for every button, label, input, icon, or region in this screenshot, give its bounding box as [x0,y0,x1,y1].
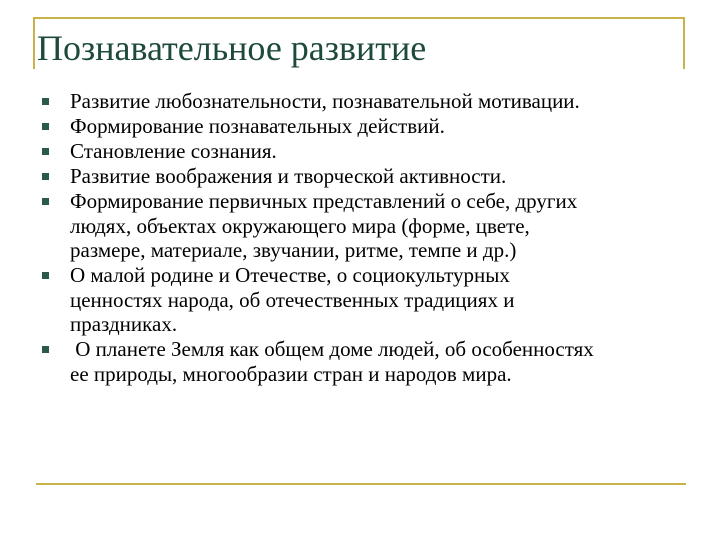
bullet-text-line: О планете Земля как общем доме людей, об особенностях [70,337,594,361]
bullet-item [42,114,682,139]
bullet-item [42,164,682,189]
bullet-text-line: Формирование первичных представлений о себе, других [70,189,578,213]
bullet-text-line: Развитие воображения и творческой активности. [70,164,507,188]
square-bullet-icon [42,123,49,130]
bullet-text-line: Развитие любознательности, познавательной мотивации. [70,89,580,113]
square-bullet-icon [42,148,49,155]
bullet-text-line: ценностях народа, об отечественных традициях и [70,287,515,312]
bullet-text-line: ее природы, многообразии стран и народов мира. [70,361,512,386]
title-frame-top-line [33,17,684,19]
bullet-text-line: Становление сознания. [70,139,277,163]
bullet-item [42,139,682,164]
bottom-divider [36,483,686,485]
square-bullet-icon [42,98,49,105]
bullet-item [42,189,682,263]
square-bullet-icon [42,173,49,180]
square-bullet-icon [42,198,49,205]
bullet-text-line: праздниках. [70,312,178,336]
title-frame-left-line [33,17,35,69]
bullet-item [42,89,682,114]
bullet-item [42,263,682,337]
bullet-list [42,89,682,387]
bullet-item [42,337,682,386]
square-bullet-icon [42,346,49,353]
square-bullet-icon [42,272,49,279]
bullet-text-line: размере, материале, звучании, ритме, темпе и др.) [70,238,517,262]
title-frame-right-line [683,17,685,69]
bullet-text-line: О малой родине и Отечестве, о социокультурных [70,263,510,287]
bullet-text-line: людях, объектах окружающего мира (форме, цвете, [70,213,530,238]
bullet-text-line: Формирование познавательных действий. [70,114,445,138]
slide-title: Познавательное развитие [37,28,427,68]
